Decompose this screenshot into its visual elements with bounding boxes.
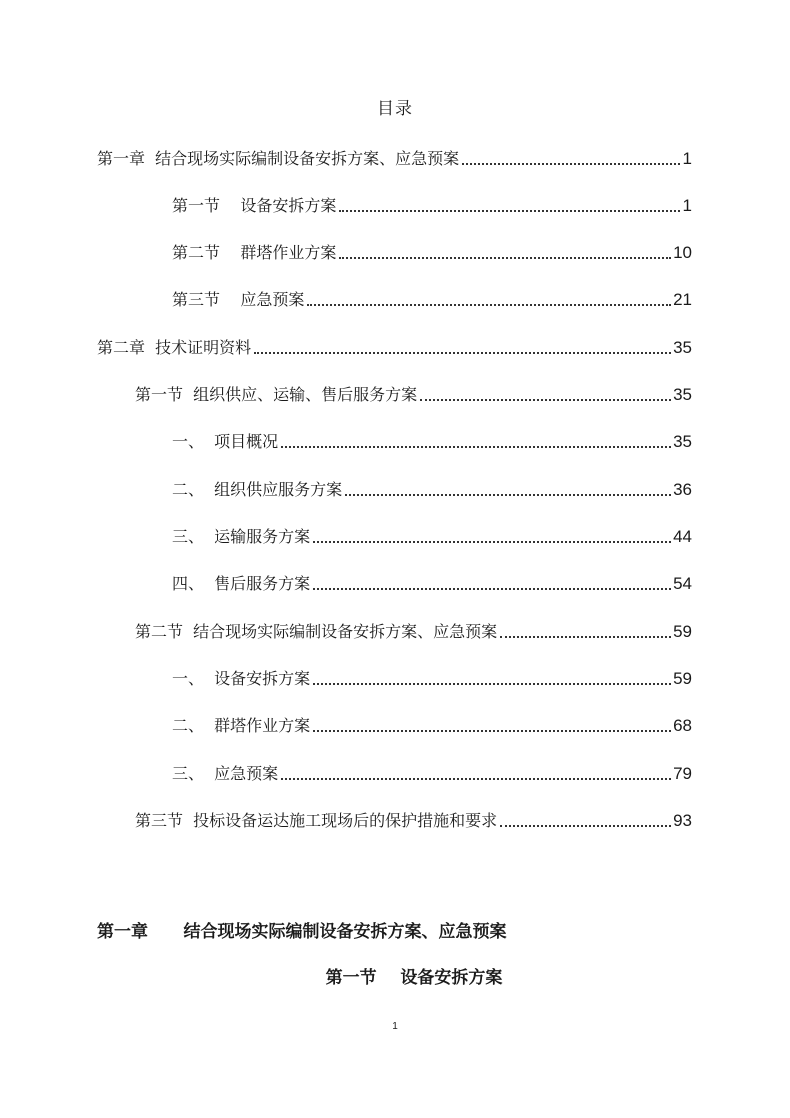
toc-entry-chapter-2[interactable] bbox=[97, 334, 692, 358]
toc-leader-dots bbox=[462, 163, 680, 165]
toc-entry-page: 21 bbox=[673, 290, 692, 309]
toc-entry-section[interactable] bbox=[135, 381, 692, 405]
toc-entry-page: 36 bbox=[673, 480, 692, 499]
toc-entry-label: 一、 设备安拆方案 bbox=[172, 669, 311, 688]
toc-entry-page: 59 bbox=[673, 622, 692, 641]
toc-entry-label: 二、 组织供应服务方案 bbox=[172, 480, 343, 499]
toc-entry-label: 第二节 群塔作业方案 bbox=[172, 243, 337, 262]
toc-entry-page: 79 bbox=[673, 764, 692, 783]
toc-leader-dots bbox=[313, 541, 671, 543]
toc-entry-page: 44 bbox=[673, 527, 692, 546]
toc-entry-label: 四、 售后服务方案 bbox=[172, 574, 311, 593]
toc-entry-subsection[interactable] bbox=[172, 428, 692, 452]
toc-entry-section[interactable] bbox=[172, 192, 692, 216]
toc-entry-subsection[interactable] bbox=[172, 476, 692, 500]
toc-entry-page: 35 bbox=[673, 338, 692, 357]
toc-leader-dots bbox=[254, 352, 671, 354]
toc-entry-subsection[interactable] bbox=[172, 665, 692, 689]
toc-entry-label: 第二章 技术证明资料 bbox=[97, 338, 252, 357]
toc-entry-label: 第一章 结合现场实际编制设备安拆方案、应急预案 bbox=[97, 149, 460, 168]
toc-entry-page: 68 bbox=[673, 716, 692, 735]
toc-entry-page: 35 bbox=[673, 385, 692, 404]
chapter-heading: 第一章 结合现场实际编制设备安拆方案、应急预案 bbox=[97, 922, 507, 942]
toc-entry-section[interactable] bbox=[172, 286, 692, 310]
toc-entry-label: 第一节 组织供应、运输、售后服务方案 bbox=[135, 385, 418, 404]
toc-leader-dots bbox=[313, 588, 671, 590]
toc-entry-subsection[interactable] bbox=[172, 570, 692, 594]
toc-entry-label: 三、 运输服务方案 bbox=[172, 527, 311, 546]
toc-entry-section[interactable] bbox=[135, 807, 692, 831]
toc-entry-label: 第三节 应急预案 bbox=[172, 290, 305, 309]
toc-leader-dots bbox=[420, 399, 671, 401]
toc-leader-dots bbox=[339, 257, 671, 259]
toc-entry-page: 35 bbox=[673, 432, 692, 451]
toc-entry-label: 一、 项目概况 bbox=[172, 432, 279, 451]
toc-entry-label: 第一节 设备安拆方案 bbox=[172, 196, 337, 215]
toc-entry-label: 第二节 结合现场实际编制设备安拆方案、应急预案 bbox=[135, 622, 498, 641]
toc-entry-page: 1 bbox=[682, 196, 692, 215]
toc-entry-subsection[interactable] bbox=[172, 523, 692, 547]
toc-entry-chapter-1[interactable] bbox=[97, 145, 692, 169]
toc-entry-label: 第三节 投标设备运达施工现场后的保护措施和要求 bbox=[135, 811, 498, 830]
toc-entry-section[interactable] bbox=[135, 618, 692, 642]
toc-leader-dots bbox=[281, 446, 671, 448]
toc-title: 目录 bbox=[377, 99, 413, 119]
toc-leader-dots bbox=[307, 304, 671, 306]
toc-leader-dots bbox=[500, 636, 671, 638]
toc-leader-dots bbox=[313, 683, 671, 685]
toc-entry-section[interactable] bbox=[172, 239, 692, 263]
toc-entry-page: 54 bbox=[673, 574, 692, 593]
toc-entry-label: 二、 群塔作业方案 bbox=[172, 716, 311, 735]
section-heading: 第一节 设备安拆方案 bbox=[325, 968, 503, 988]
toc-entry-page: 10 bbox=[673, 243, 692, 262]
toc-leader-dots bbox=[500, 825, 671, 827]
page-number: 1 bbox=[392, 1021, 398, 1032]
toc-entry-subsection[interactable] bbox=[172, 760, 692, 784]
toc-entry-subsection[interactable] bbox=[172, 712, 692, 736]
toc-entry-label: 三、 应急预案 bbox=[172, 764, 279, 783]
toc-entry-page: 59 bbox=[673, 669, 692, 688]
toc-leader-dots bbox=[281, 778, 671, 780]
toc-entry-page: 93 bbox=[673, 811, 692, 830]
toc-leader-dots bbox=[339, 210, 680, 212]
toc-leader-dots bbox=[345, 494, 671, 496]
toc-leader-dots bbox=[313, 730, 671, 732]
toc-entry-page: 1 bbox=[682, 149, 692, 168]
